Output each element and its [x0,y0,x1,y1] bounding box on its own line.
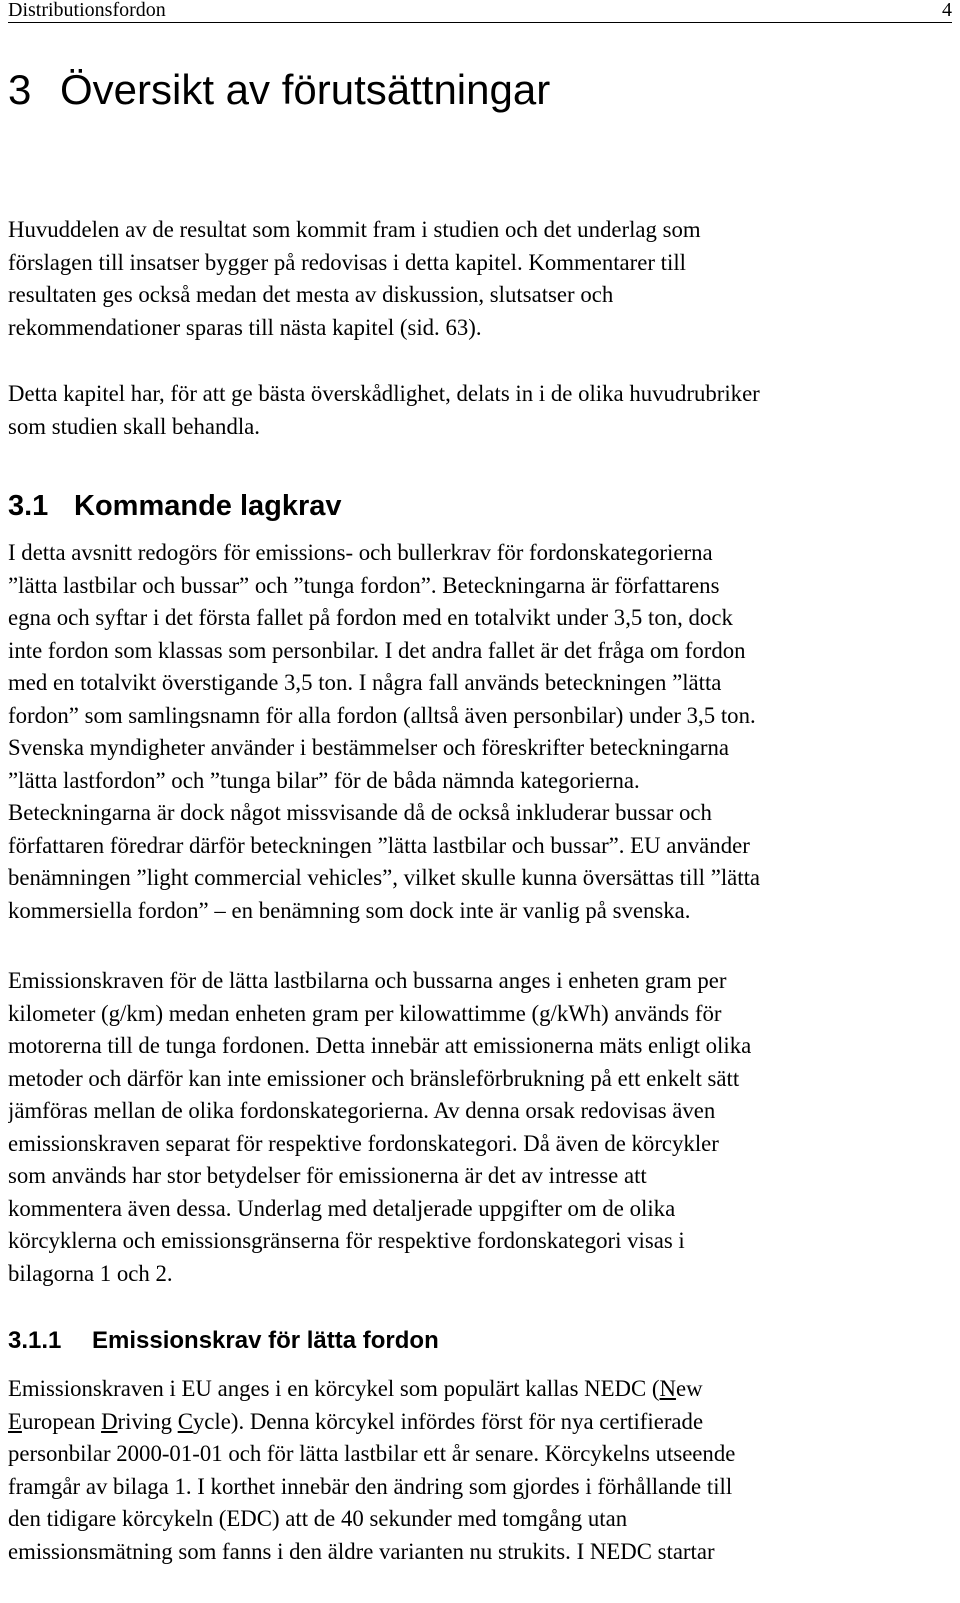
header-title: Distributionsfordon [8,0,166,21]
text-line: förslagen till insatser bygger på redovisas i detta kapitel. Kommentarer till [8,249,687,275]
section-title: Kommande lagkrav [74,490,342,522]
subsection-paragraph-1 [8,1373,952,1568]
text-line: författaren föredrar därför beteckningen ”lätta lastbilar och bussar”. EU använder [8,832,750,858]
text-line: som studien skall behandla. [8,413,260,439]
text-line: Emissionskraven för de lätta lastbilarna och bussarna anges i enheten gram per [8,968,727,993]
text-line: Detta kapitel har, för att ge bästa överskådlighet, delats in i de olika huvudrubriker [8,381,760,406]
text-line: ”lätta lastbilar och bussar” och ”tunga fordon”. Beteckningarna är författarens [8,572,720,598]
text-line: körcyklerna och emissionsgränserna för respektive fordonskategori visas i [8,1228,685,1253]
text-fragment: riving [117,1408,178,1434]
text-line: emissionsmätning som fanns i den äldre varianten nu strukits. I NEDC startar [8,1538,715,1564]
chapter-number: 3 [8,66,32,113]
header-rule [8,22,952,23]
text-line: kommersiella fordon” – en benämning som dock inte är vanlig på svenska. [8,897,691,923]
intro-paragraph-1 [8,214,952,344]
text-line: rekommendationer sparas till nästa kapitel (sid. 63). [8,314,482,340]
text-line: I detta avsnitt redogörs för emissions- och bullerkrav för fordonskategorierna [8,540,713,565]
text-line: personbilar 2000-01-01 och för lätta lastbilar ett år senare. Körcykelns utseende [8,1441,736,1466]
text-line: Beteckningarna är dock något missvisande då de också inkluderar bussar och [8,800,712,825]
running-header [8,0,952,20]
text-line: benämningen ”light commercial vehicles”, vilket skulle kunna översättas till ”lätta [8,865,761,890]
acronym-letter: E [8,1408,22,1434]
subsection-title: Emissionskrav för lätta fordon [92,1327,439,1354]
acronym-letter: N [659,1376,676,1401]
page-number: 4 [942,0,952,21]
text-line: kommentera även dessa. Underlag med detaljerade uppgifter om de olika [8,1195,676,1221]
section-paragraph-2 [8,965,952,1290]
text-line: egna och syftar i det första fallet på fordon med en totalvikt under 3,5 ton, dock [8,605,733,630]
section-number: 3.1 [8,490,49,522]
text-line: inte fordon som klassas som personbilar. I det andra fallet är det fråga om fordon [8,637,746,663]
text-line: resultaten ges också medan det mesta av diskussion, slutsatser och [8,282,614,307]
subsection-number: 3.1.1 [8,1327,62,1354]
text-line: emissionskraven separat för respektive fordonskategori. Då även de körcykler [8,1130,719,1156]
text-line: ”lätta lastfordon” och ”tunga bilar” för de båda nämnda kategorierna. [8,767,640,793]
text-fragment: ycle). Denna körcykel infördes först för nya certifierade [192,1408,704,1434]
text-line [8,1373,952,1406]
chapter-title: Översikt av förutsättningar [60,66,551,113]
chapter-heading [8,64,550,116]
text-line: Svenska myndigheter använder i bestämmelser och föreskrifter beteckningarna [8,735,729,760]
text-fragment: uropean [21,1408,102,1434]
text-line: Huvuddelen av de resultat som kommit fram i studien och det underlag som [8,217,701,242]
text-line: med en totalvikt överstigande 3,5 ton. I några fall används beteckningen ”lätta [8,670,722,695]
text-line [8,1406,952,1439]
section-paragraph-1 [8,537,952,927]
text-fragment: Emissionskraven i EU anges i en körcykel som populärt kallas NEDC ( [8,1376,660,1401]
section-heading [8,486,342,526]
text-line: som används har stor betydelser för emissionerna är det av intresse att [8,1163,647,1188]
text-line: kilometer (g/km) medan enheten gram per kilowattimme (g/kWh) används för [8,1000,722,1026]
text-line: bilagorna 1 och 2. [8,1260,173,1286]
text-line: motorerna till de tunga fordonen. Detta innebär att emissionerna mäts enligt olika [8,1033,752,1058]
subsection-heading [8,1324,439,1358]
intro-paragraph-2 [8,378,952,443]
text-fragment: ew [675,1376,703,1401]
text-line: den tidigare körcykeln (EDC) att de 40 sekunder med tomgång utan [8,1506,628,1531]
acronym-letter: C [177,1408,193,1434]
text-line: metoder och därför kan inte emissioner och bränsleförbrukning på ett enkelt sätt [8,1065,740,1091]
text-line: fordon” som samlingsnamn för alla fordon (alltså även personbilar) under 3,5 ton. [8,702,756,728]
text-line: framgår av bilaga 1. I korthet innebär den ändring som gjordes i förhållande till [8,1473,733,1499]
acronym-letter: D [101,1408,118,1434]
text-line: jämföras mellan de olika fordonskategorierna. Av denna orsak redovisas även [8,1098,716,1123]
